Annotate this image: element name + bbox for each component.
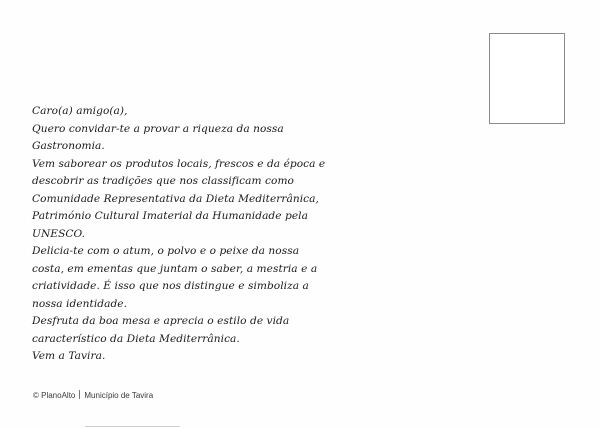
message-line: Gastronomia. xyxy=(32,140,105,152)
message-line: característico da Dieta Mediterrânica. xyxy=(32,332,240,345)
municipality-credit: Município de Tavira xyxy=(84,391,154,400)
credit-divider xyxy=(79,390,80,399)
message-text xyxy=(32,103,332,366)
message-line: costa, em ementas que juntam o saber, a mestria e a xyxy=(32,262,318,275)
bottom-edge-mark xyxy=(85,426,180,427)
message-line: descobrir as tradições que nos classificam como xyxy=(32,175,294,187)
message-line: Desfruta da boa mesa e aprecia o estilo de vida xyxy=(32,315,290,327)
message-line: Vem a Tavira. xyxy=(32,350,106,362)
message-line: Comunidade Representativa da Dieta Mediterrânica, xyxy=(32,192,319,205)
message-line: nossa identidade. xyxy=(32,297,128,310)
message-line: UNESCO. xyxy=(32,227,86,240)
author-credit: © PlanoAlto xyxy=(33,391,76,400)
message-line: Caro(a) amigo(a), xyxy=(32,105,128,117)
message-line: Vem saborear os produtos locais, frescos e da época e xyxy=(32,157,326,170)
message-line: Delicia-te com o atum, o polvo e o peixe da nossa xyxy=(32,245,300,257)
stamp-placeholder xyxy=(489,33,565,124)
message-line: Quero convidar-te a provar a riqueza da nossa xyxy=(32,122,284,135)
message-line: criatividade. É isso que nos distingue e simboliza a xyxy=(32,280,309,292)
message-line: Património Cultural Imaterial da Humanidade pela xyxy=(32,210,308,222)
credit-line xyxy=(33,390,153,400)
